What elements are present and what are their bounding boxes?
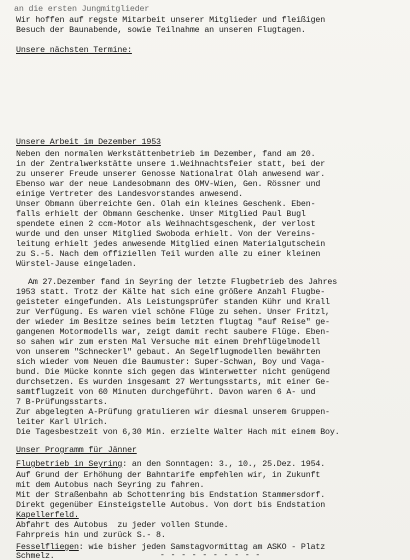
flugbetrieb-dates: : an den Sonntagen: 3., 10., 25.Dez. 1954.	[122, 460, 326, 469]
text-line: 1953 statt. Trotz der Kälte hat sich eine größere Anzahl Flugbe-	[16, 288, 326, 297]
text-line: einige Vertreter des Landesvorstandes anwesend.	[16, 190, 243, 199]
text-line: Die Tagesbestzeit von 6,30 Min. erzielte Walter Hach mit einem Boy.	[16, 428, 340, 437]
flugbetrieb-line	[16, 460, 410, 470]
text-line: leitung erhielt jedes anwesende Mitglied einen Materialgutschein	[16, 240, 326, 249]
text-line: durchsetzen. Es wurden insgesamt 27 Wertungsstarts, mit einer Ge-	[16, 378, 330, 387]
text-line: in der Zentralwerkstätte unsere 1.Weihnachtsfeier statt, bei der	[16, 160, 326, 169]
intro-line-1: Wir hoffen auf regste Mitarbeit unserer Mitglieder und fleißigen	[16, 16, 326, 25]
text-line: Mit der Straßenbahn ab Schottenring bis Endstation Stammersdorf.	[16, 491, 326, 500]
termine-row	[0, 78, 410, 88]
faded-header-line: an die ersten Jungmitglieder	[14, 5, 150, 14]
text-line: geisteter eingefunden. Als Leistungsprüfer standen Kühr und Krall	[16, 298, 330, 307]
text-line: leiter Karl Ulrich.	[16, 418, 108, 427]
section-divider: - - - - - - - - - -	[160, 551, 261, 560]
text-line: Neben den normalen Werkstättenbetrieb im Dezember, fand am 20.	[16, 150, 316, 159]
text-line: spendete einen 2 ccm-Motor als Weihnachtsgeschenk, der verlost	[16, 220, 316, 229]
text-line: zu unserer Freude unserer Genosse Nationalrat Olah anwesend war.	[16, 170, 326, 179]
text-line: der wieder im Besitze seines beim letzten flugtag "auf Reise" ge-	[16, 318, 330, 327]
text-line: falls erhielt der Obmann Geschenke. Unser Mitglied Paul Bugl	[16, 210, 306, 219]
text-line: Zur abgelegten A-Prüfung gratulieren wir diesmal unserem Gruppen-	[16, 408, 330, 417]
text-line: Am 27.Dezember fand in Seyring der letzte Flugbetrieb des Jahres	[28, 278, 338, 287]
text-line: gangenen Motormodells war, zeigt damit recht saubere Flüge. Eben-	[16, 328, 330, 337]
text-line: mit dem Autobus nach Seyring zu fahren.	[16, 481, 205, 490]
intro-line-2: Besuch der Baunabende, sowie Teilnahme an unseren Flugtagen.	[16, 26, 306, 35]
text-line: Unser Obmann überreichte Gen. Olah ein kleines Geschenk. Eben-	[16, 200, 316, 209]
text-line: zur Verfügung. Es waren viel schöne Flüge zu sehen. Unser Fritzl,	[16, 308, 330, 317]
fesselfliegen-label: Fesselfliegen	[16, 543, 79, 552]
text-line: Fahrpreis hin und zurück S.- 8.	[16, 531, 166, 540]
text-line: so sahen wir zum ersten Mal Versuche mit einem Drehflügelmodell	[16, 338, 321, 347]
fesselfliegen-line-2: Schmelz.	[16, 552, 55, 560]
text-line: 7 B-Prüfungsstarts.	[16, 398, 108, 407]
termine-row	[0, 58, 410, 68]
text-line: sich wieder vom Neuen die Baumuster: Super-Schwan, Boy und Vaga-	[16, 358, 326, 367]
text-line: Würstel-Jause eingeladen.	[16, 260, 137, 269]
flugbetrieb-label: Flugbetrieb in Seyring	[16, 460, 123, 469]
text-line: von unserem "Schneckerl" gebaut. An Segelflugmodellen bewährten	[16, 348, 321, 357]
text-line: samtflugzeit von 60 Minuten durchgeführt. Davon waren 6 A- und	[16, 388, 316, 397]
text-line: Abfahrt des Autobus zu jeder vollen Stunde.	[16, 521, 229, 530]
arbeit-heading: Unsere Arbeit im Dezember 1953	[16, 138, 161, 147]
text-line: Kapellerfeld.	[16, 511, 79, 520]
termine-heading: Unsere nächsten Termine:	[16, 46, 132, 55]
text-line: wurde und den unser Mitglied Swoboda erhielt. Von der Vereins-	[16, 230, 316, 239]
text-line: zu S.-5. Nach dem offiziellen Teil wurden alle zu einer kleinen	[16, 250, 321, 259]
text-line: bund. Die Mücke konnte sich gegen das Winterwetter nicht genügend	[16, 368, 330, 377]
fesselfliegen-text: : wie bisher jeden Samstagvormittag am ASKÖ - Platz	[78, 543, 326, 552]
termine-row	[0, 98, 410, 108]
termine-row	[0, 88, 410, 98]
text-line: Ebenso war der neue Landesobmann des ÖMV-Wien, Gen. Rössner und	[16, 180, 321, 189]
termine-row	[0, 68, 410, 78]
programm-heading: Unser Programm für Jänner	[16, 446, 137, 455]
text-line: Auf Grund der Erhöhung der Bahntarife empfehlen wir, in Zukunft	[16, 471, 321, 480]
text-line: Direkt gegenüber Einsteigstelle Autobus. Von dort bis Endstation	[16, 501, 326, 510]
termine-row	[0, 118, 410, 128]
termine-row	[0, 108, 410, 118]
